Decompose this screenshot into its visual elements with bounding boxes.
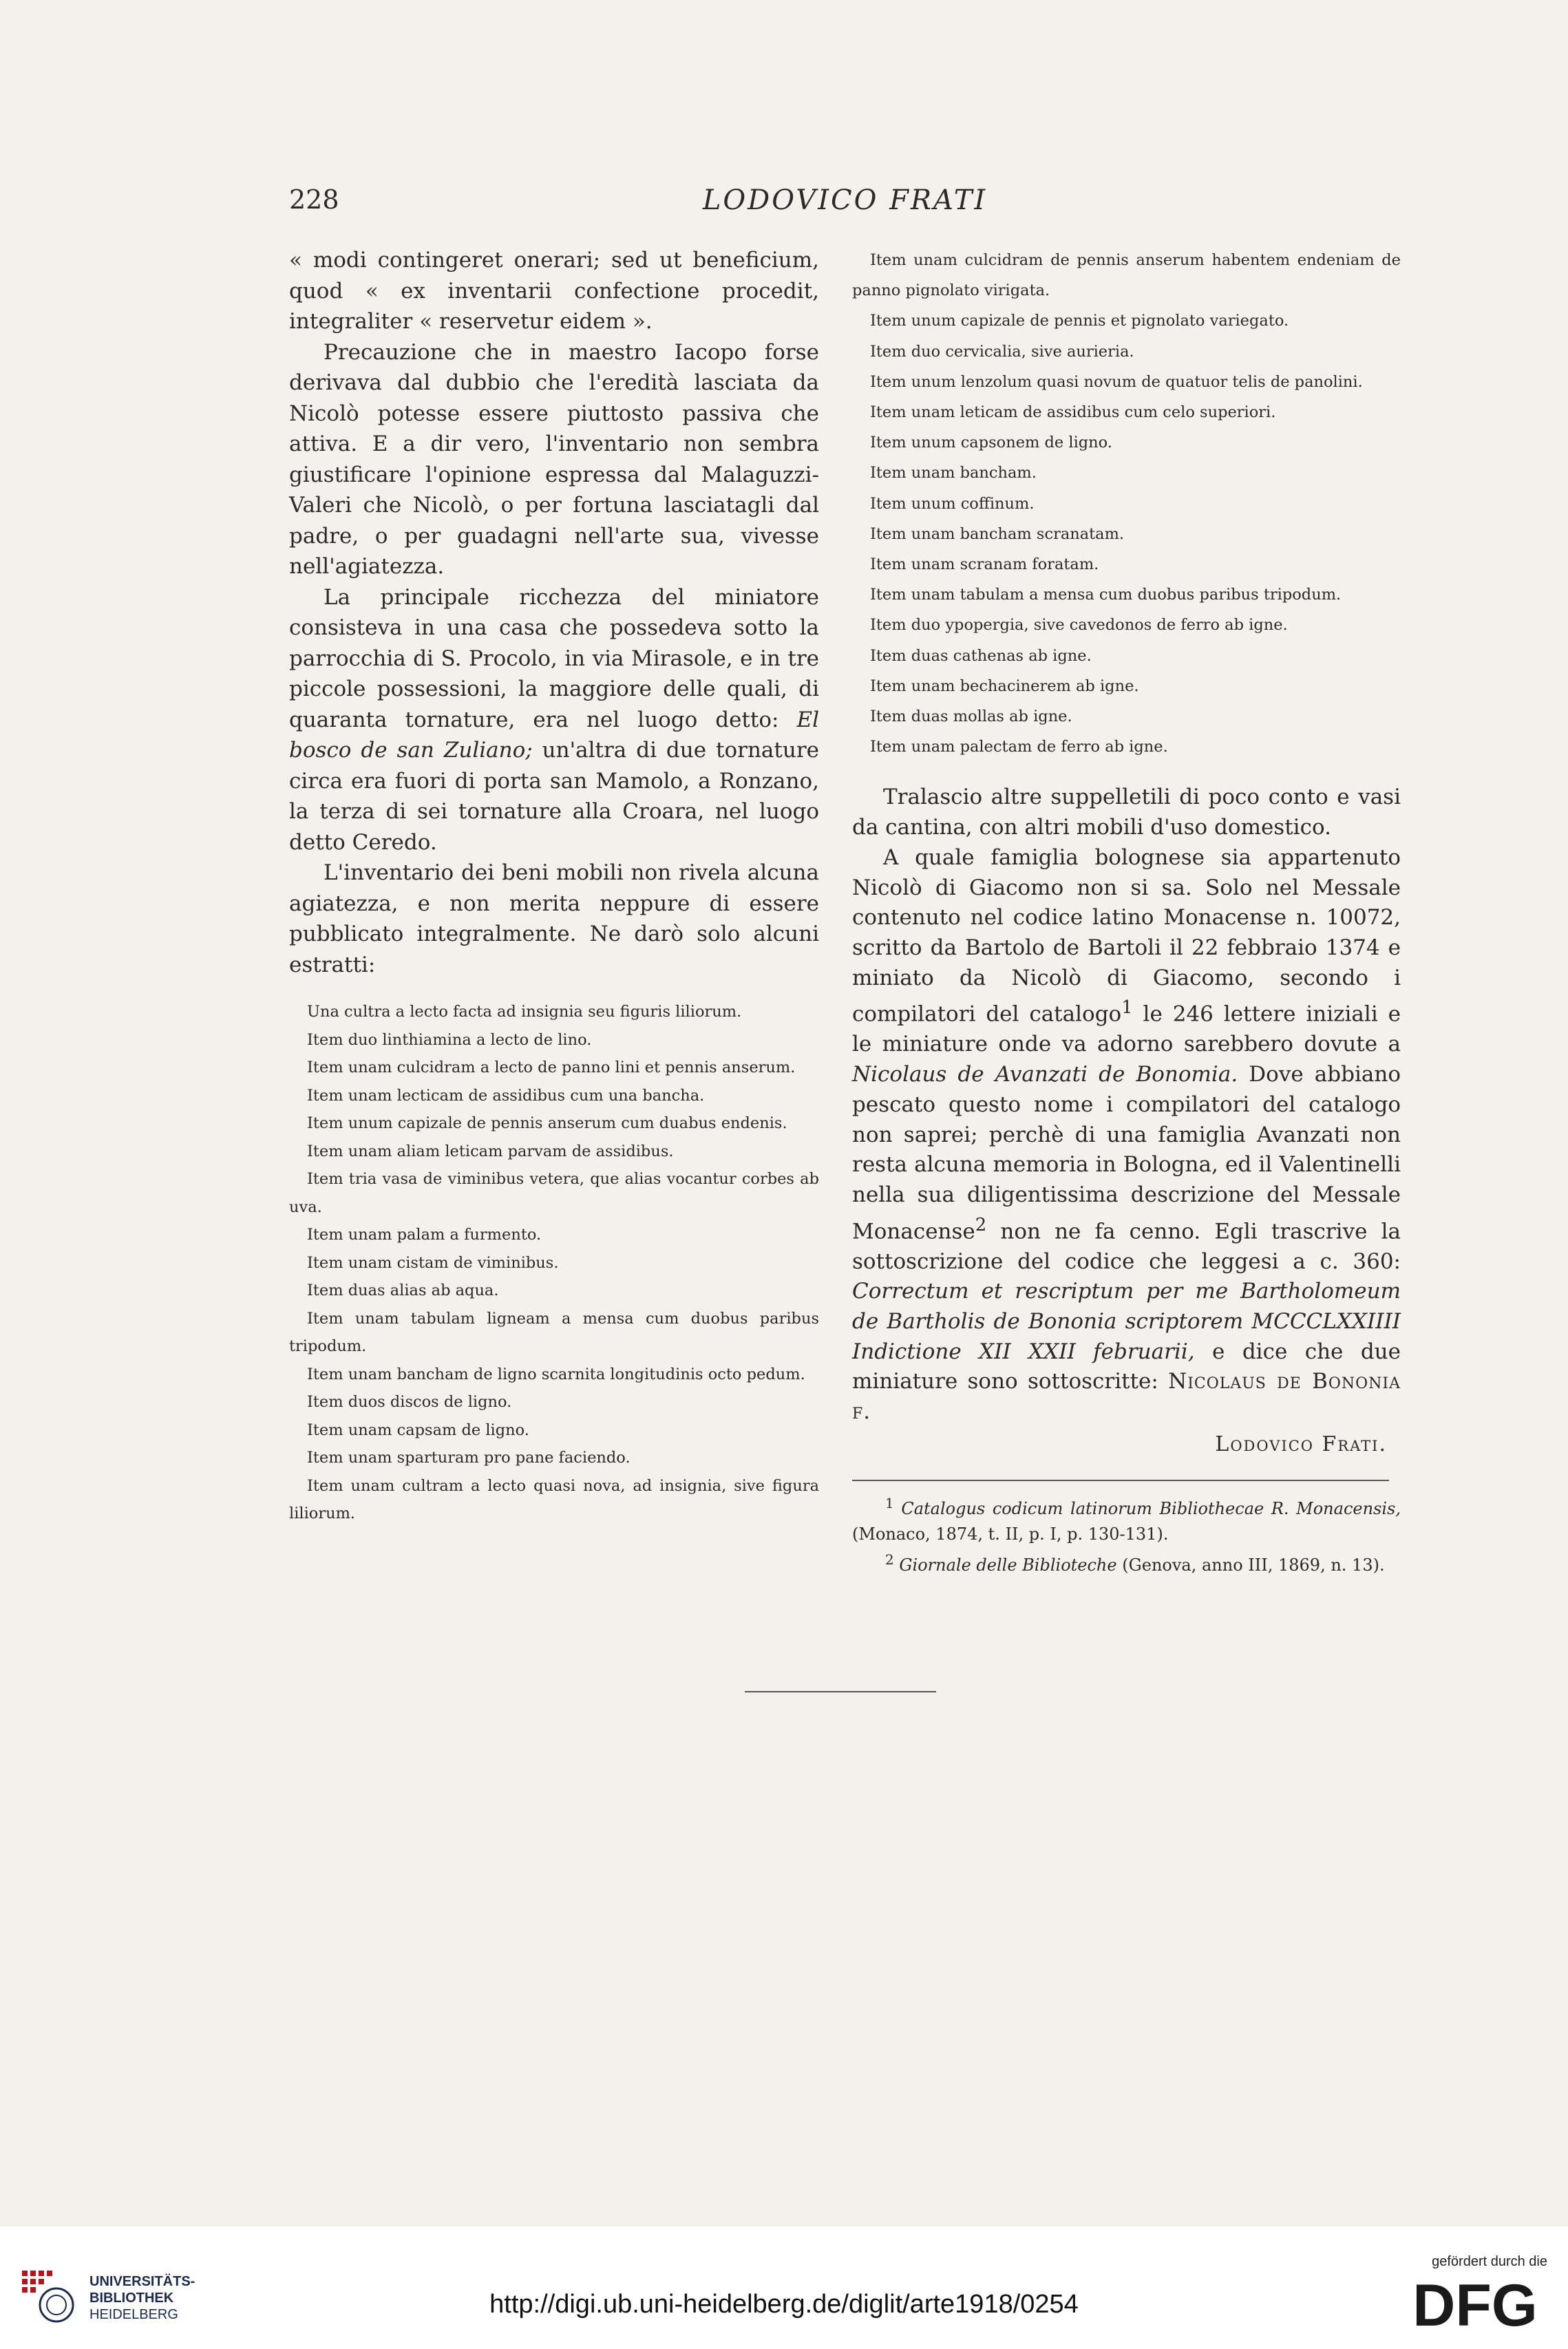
dfg-logo-icon (1403, 2276, 1547, 2335)
footnote-rule (852, 1480, 1389, 1481)
inventory-item: Item unam palam a furmento. (307, 1226, 542, 1244)
inventory-item: Item duo cervicalia, sive aurieria. (870, 342, 1134, 361)
paragraph-4: L'inventario dei beni mobili non rivela alcuna agiatezza, e non merita neppure di essere pubblicato integralmente. Ne darò solo alcuni estratti: (289, 860, 819, 977)
inventory-item: Item unam culcidram a lecto de panno lini et pennis anserum. (307, 1059, 796, 1076)
inventory-item: Item duo ypopergia, sive cavedonos de ferro ab igne. (870, 616, 1288, 635)
footnote-text: (Monaco, 1874, t. II, p. I, p. 130-131). (852, 1524, 1169, 1544)
inventory-item: Item unam palectam de ferro ab igne. (870, 738, 1168, 756)
end-divider (745, 1691, 936, 1692)
paragraph-6-d: non ne fa cenno. Egli trascrive la sottoscrizione del codice che leggesi a c. 360: (852, 1218, 1401, 1274)
inventory-item: Item unam capsam de ligno. (307, 1421, 529, 1439)
footnote-text: (Genova, anno III, 1869, n. 13). (1116, 1555, 1385, 1575)
paragraph-6-italic-2: Correctum et rescriptum per me Bartholomeum de Bartholis de Bononia scriptorem MCCCLXXIIII Indictione XII XXII februarii, (852, 1279, 1401, 1364)
library-line-2: BIBLIOTHEK (89, 2290, 174, 2306)
permalink-url[interactable]: http://digi.ub.uni-heidelberg.de/diglit/arte1918/0254 (489, 2290, 1079, 2319)
paragraph-6-a: A quale famiglia bolognese sia appartenuto Nicolò di Giacomo non si sa. Solo nel Messale contenuto nel codice latino Monacense n. 10072, scritto da Bartolo de Bartoli il 22 febbraio 1374 e miniato da Nicolò di Giacomo, secondo i compilatori del catalogo (852, 844, 1401, 1027)
footer-bar (0, 2226, 1568, 2349)
inventory-list-right (852, 245, 1401, 762)
inventory-item: Item unam cultram a lecto quasi nova, ad insignia, sive figura liliorum. (289, 1476, 819, 1522)
paragraph-6-smallcaps: Nicolaus de Bononia f. (852, 1369, 1401, 1425)
inventory-item: Item unum lenzolum quasi novum de quatuor telis de panolini. (870, 372, 1363, 391)
paragraph-3 (289, 582, 819, 858)
paragraph-6-c: Dove abbiano pescato questo nome i compilatori del catalogo non saprei; perchè di una famiglia Avanzati non resta alcuna memoria in Bologna, ed il Valentinelli nella sua diligentissima descrizione del Messale Monacense (852, 1062, 1401, 1244)
inventory-item: Item duas alias ab aqua. (307, 1282, 499, 1299)
footnote-italic: Catalogus codicum latinorum Bibliothecae R. Monacensis, (901, 1498, 1401, 1518)
footnote-ref-2[interactable]: 2 (975, 1214, 987, 1235)
inventory-item: Item unam leticam de assidibus cum celo superiori. (870, 403, 1276, 422)
paragraph-6 (852, 843, 1401, 1427)
inventory-item: Item unam bancham scranatam. (870, 524, 1125, 543)
footnote-ref-1[interactable]: 1 (1121, 997, 1133, 1019)
left-column (289, 245, 819, 1528)
author-signature: Lodovico Frati. (1215, 1432, 1387, 1456)
inventory-item: Item unam bechacinerem ab igne. (870, 677, 1139, 695)
page-number: 228 (289, 184, 339, 215)
right-column (852, 245, 1401, 1578)
paragraph-3-text: La principale ricchezza del miniatore consisteva in una casa che possedeva sotto la parrocchia di S. Procolo, in via Mirasole, e in tre piccole possessioni, la maggiore delle quali, di quaranta tornature, era nel luogo detto: (289, 584, 819, 732)
inventory-item: Item duos discos de ligno. (307, 1393, 512, 1411)
inventory-item: Item unum coffinum. (870, 494, 1035, 513)
inventory-item: Item unum capizale de pennis et pignolato variegato. (870, 312, 1289, 330)
inventory-list-left (289, 998, 819, 1528)
paragraph-3-cont: un'altra di due tornature circa era fuori di porta san Mamolo, a Ronzano, la terza di sei tornature alla Croara, nel luogo detto Ceredo. (289, 738, 819, 855)
inventory-item: Item unam bancham de ligno scarnita longitudinis octo pedum. (307, 1365, 805, 1383)
footnote-mark: 1 (885, 1494, 894, 1511)
running-head (289, 184, 1401, 226)
inventory-item: Item duas mollas ab igne. (870, 708, 1072, 726)
paragraph-5: Tralascio altre suppelletili di poco conto e vasi da cantina, con altri mobili d'uso domestico. (852, 785, 1401, 840)
inventory-item: Item unam tabulam a mensa cum duobus paribus tripodum. (870, 586, 1342, 604)
inventory-item: Item tria vasa de viminibus vetera, que alias vocantur corbes ab uva. (289, 1170, 819, 1216)
place-name: El bosco de san Zuliano; (289, 707, 819, 763)
inventory-item: Item unam bancham. (870, 464, 1037, 482)
inventory-item: Item unam sparturam pro pane faciendo. (307, 1449, 631, 1467)
inventory-item: Una cultra a lecto facta ad insignia seu figuris liliorum. (307, 1003, 742, 1021)
footnote-italic: Giornale delle Biblioteche (899, 1555, 1117, 1575)
inventory-item: Item unam scranam foratam. (870, 555, 1099, 574)
running-title: LODOVICO FRATI (702, 184, 988, 216)
footnote-2 (852, 1547, 1401, 1578)
funded-by-label: gefördert durch die (1432, 2254, 1547, 2269)
footnote-mark: 2 (885, 1551, 894, 1568)
paragraph-6-e: e dice che due miniature sono sottoscritte: (852, 1339, 1401, 1394)
library-line-1: UNIVERSITÄTS- (89, 2274, 195, 2289)
paragraph-6-italic-1: Nicolaus de Avanzati de Bonomia. (852, 1062, 1238, 1087)
paragraph-6-b: le 246 lettere iniziali e le miniature onde va adorno sarebbero dovute a (852, 1001, 1401, 1057)
footnote-1 (852, 1491, 1401, 1547)
inventory-item: Item duo linthiamina a lecto de lino. (307, 1030, 592, 1049)
inventory-item: Item duas cathenas ab igne. (870, 646, 1092, 665)
paragraph-1: « modi contingeret onerari; sed ut beneficium, quod « ex inventarii confectione procedit, integraliter « reservetur eidem ». (289, 248, 819, 334)
inventory-item: Item unam culcidram de pennis anserum habentem endeniam de panno pignolato virigata. (852, 251, 1401, 300)
inventory-item: Item unam lecticam de assidibus cum una bancha. (307, 1086, 705, 1105)
paragraph-2: Precauzione che in maestro Iacopo forse derivava dal dubbio che l'eredità lasciata da Nicolò potesse essere piuttosto passiva che attiva. E a dir vero, l'inventario non sembra giustificare l'opinione espressa dal Malaguzzi-Valeri che Nicolò, o per fortuna lasciatagli dal padre, o per guadagni nell'arte sua, vivesse nell'agiatezza. (289, 339, 819, 579)
inventory-item: Item unum capsonem de ligno. (870, 434, 1112, 452)
inventory-item: Item unam aliam leticam parvam de assidibus. (307, 1142, 674, 1160)
inventory-item: Item unam tabulam ligneam a mensa cum duobus paribus tripodum. (289, 1309, 819, 1355)
dfg-wordmark: DFG (1412, 2276, 1538, 2335)
inventory-item: Item unum capizale de pennis anserum cum duabus endenis. (307, 1114, 787, 1132)
library-line-3: HEIDELBERG (89, 2307, 178, 2322)
inventory-item: Item unam cistam de viminibus. (307, 1253, 559, 1272)
